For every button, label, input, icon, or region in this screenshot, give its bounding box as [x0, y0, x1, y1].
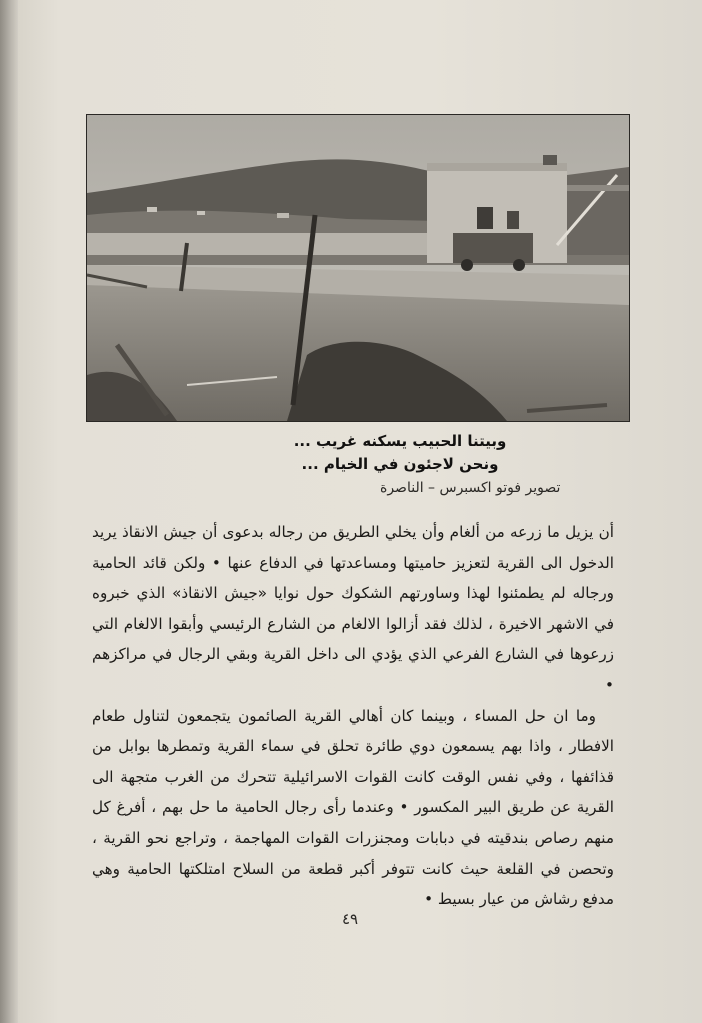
paragraph: أن يزيل ما زرعه من ألغام وأن يخلي الطريق من رجاله بدعوى أن جيش الانقاذ يريد الدخول الى القرية لتعزيز حاميتها ومساعدتها في الدفاع عنها • ولكن قائد الحامية ورجاله لم يطمئنوا لهذا وساورتهم الشكوك حول نوايا «جيش الانقاذ» الذي خبروه في الاشهر الاخيرة ، لذلك فقد أزالوا الالغام من الشارع الرئيسي وأبقوا الالغام التي زرعوها في الشارع الفرعي الذي يؤدي الى داخل القرية وبقي الرجال في مراكزهم •	[92, 523, 614, 694]
book-spine	[0, 0, 18, 1023]
village-photo	[86, 114, 630, 422]
page-number: ٤٩	[341, 910, 359, 928]
body-text	[92, 517, 614, 915]
photo-caption-line-2: ونحن لاجئون في الخيام ...	[301, 455, 499, 473]
photo-credit: تصوير فوتو اكسبرس – الناصرة	[380, 480, 561, 496]
photo-caption-line-1: وبيتنا الحبيب يسكنه غريب ...	[293, 432, 507, 450]
paragraph: وما ان حل المساء ، وبينما كان أهالي القرية الصائمون يتجمعون لتناول طعام الافطار ، واذا بهم يسمعون دوي طائرة تحلق في سماء القرية وتمطرها بوابل من قذائفها ، وفي نفس الوقت كانت القوات الاسرائيلية تتحرك من الغرب متجهة الى القرية عن طريق البير المكسور • وعندما رأى رجال الحامية ما حل بهم ، أفرغ كل منهم رصاص بندقيته في دبابات ومجنزرات القوات المهاجمة ، وتراجع نحو القرية ، وتحصن في القلعة حيث كانت تتوفر أكبر قطعة من السلاح امتلكتها الحامية وهي مدفع رشاش من عيار بسيط •	[92, 706, 614, 909]
